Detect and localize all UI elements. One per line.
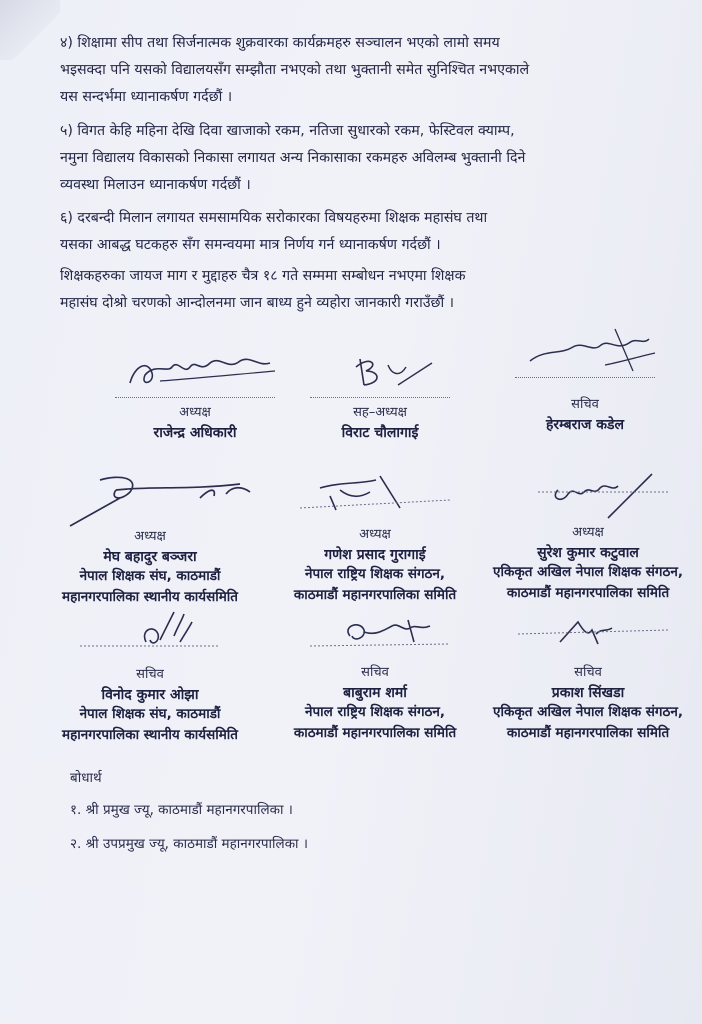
signatory-org-line: नेपाल शिक्षक संघ, काठमाडौं — [79, 568, 221, 584]
signatory-name: विनोद कुमार ओझा — [101, 687, 199, 703]
signature-image — [280, 468, 470, 520]
paragraph-line: ६) दरबन्दी मिलान लगायत समसामयिक सरोकारका विषयहरुमा शिक्षक महासंघ तथा — [60, 210, 488, 226]
signature-image — [50, 606, 250, 658]
paragraph-line: यस सन्दर्भमा ध्यानाकर्षण गर्दछौं । — [60, 89, 233, 105]
signatory-1 — [100, 345, 290, 442]
signature-image — [300, 345, 460, 397]
signatory-org-line: काठमाडौं महानगरपालिका समिति — [506, 725, 670, 741]
paragraph-line: भइसक्दा पनि यसको विद्यालयसँग सम्झौता नभएको तथा भुक्तानी समेत सुनिश्चित नभएकाले — [60, 62, 530, 78]
signatory-9 — [488, 606, 688, 744]
signatory-name: सुरेश कुमार कटुवाल — [537, 545, 639, 561]
cc-item: २. श्री उपप्रमुख ज्यू, काठमाडौं महानगरपालिका । — [70, 836, 308, 852]
signatory-name: राजेन्द्र अधिकारी — [153, 425, 237, 441]
paragraph-4 — [60, 30, 682, 111]
paragraph-line: महासंघ दोश्रो चरणको आन्दोलनमा जान बाध्य हुने व्यहोरा जानकारी गराउँछौं । — [60, 295, 455, 311]
signature-image — [50, 468, 250, 520]
signatory-role: अध्यक्ष — [134, 529, 166, 544]
signatory-org-line: महानगरपालिका स्थानीय कार्यसमिति — [62, 727, 238, 743]
cc-heading: बोधार्थ — [70, 770, 102, 786]
signatory-name: हेरम्बराज कडेल — [545, 417, 625, 433]
signatory-name: मेघ बहादुर बञ्जरा — [103, 549, 197, 565]
signatory-name: प्रकाश सिंखडा — [551, 685, 625, 701]
signatory-role: अध्यक्ष — [359, 527, 391, 542]
paragraph-6 — [60, 205, 682, 259]
signatory-org-line: नेपाल राष्ट्रिय शिक्षक संगठन, — [304, 704, 446, 720]
signatory-role: सचिव — [571, 397, 599, 412]
signature-image — [505, 325, 665, 377]
signatory-org-line: काठमाडौं महानगरपालिका समिति — [506, 585, 670, 601]
signatory-org-line: महानगरपालिका स्थानीय कार्यसमिति — [62, 589, 238, 605]
paragraph-line: व्यवस्था मिलाउन ध्यानाकर्षण गर्दछौं । — [60, 177, 251, 193]
signatory-name: गणेश प्रसाद गुरागाई — [324, 547, 426, 563]
signatory-5 — [280, 468, 470, 606]
paragraph-5 — [60, 118, 682, 199]
signatory-org-line: एकिकृत अखिल नेपाल शिक्षक संगठन, — [493, 704, 683, 720]
signatory-role: सचिव — [361, 665, 389, 680]
signature-image — [100, 345, 290, 397]
signatory-role: सचिव — [136, 667, 164, 682]
closing-paragraph — [60, 263, 682, 317]
signatory-role: अध्यक्ष — [572, 525, 604, 540]
signature-image — [488, 468, 688, 520]
signatory-org-line: नेपाल राष्ट्रिय शिक्षक संगठन, — [304, 566, 446, 582]
signatory-org-line: काठमाडौं महानगरपालिका समिति — [293, 725, 457, 741]
page-fold-shadow — [0, 0, 60, 60]
signature-image — [280, 606, 470, 658]
signature-line — [515, 377, 655, 378]
signatory-2 — [300, 345, 460, 442]
signatory-7 — [50, 606, 250, 746]
signatory-4 — [50, 468, 250, 608]
signature-line — [310, 397, 450, 398]
signatory-3 — [505, 325, 665, 434]
cc-item: १. श्री प्रमुख ज्यू, काठमाडौं महानगरपालिका । — [70, 802, 293, 818]
paragraph-line: यसका आबद्ध घटकहरु सँग समन्वयमा मात्र निर्णय गर्न ध्यानाकर्षण गर्दछौं । — [60, 237, 441, 253]
signatory-org-line: काठमाडौं महानगरपालिका समिति — [293, 587, 457, 603]
signatory-8 — [280, 606, 470, 744]
paragraph-line: ५) विगत केहि महिना देखि दिवा खाजाको रकम, नतिजा सुधारको रकम, फेस्टिवल क्याम्प, — [60, 123, 515, 139]
paragraph-line: ४) शिक्षामा सीप तथा सिर्जनात्मक शुक्रवारका कार्यक्रमहरु सञ्चालन भएको लामो समय — [60, 35, 500, 51]
signatory-org-line: नेपाल शिक्षक संघ, काठमाडौं — [79, 706, 221, 722]
signatory-name: विराट चौलागाई — [341, 425, 419, 441]
signature-image — [488, 606, 688, 658]
signatory-role: अध्यक्ष — [179, 405, 211, 420]
signatory-6 — [488, 468, 688, 604]
signatory-name: बाबुराम शर्मा — [343, 685, 407, 701]
signature-line — [115, 397, 275, 398]
signatory-role: सचिव — [574, 665, 602, 680]
signatory-role: सह–अध्यक्ष — [353, 405, 407, 420]
signatory-org-line: एकिकृत अखिल नेपाल शिक्षक संगठन, — [493, 564, 683, 580]
paragraph-line: नमुना विद्यालय विकासको निकासा लगायत अन्य निकासाका रकमहरु अविलम्ब भुक्तानी दिने — [60, 150, 526, 166]
paragraph-line: शिक्षकहरुका जायज माग र मुद्दाहरु चैत्र १८ गते सम्ममा सम्बोधन नभएमा शिक्षक — [60, 268, 466, 284]
